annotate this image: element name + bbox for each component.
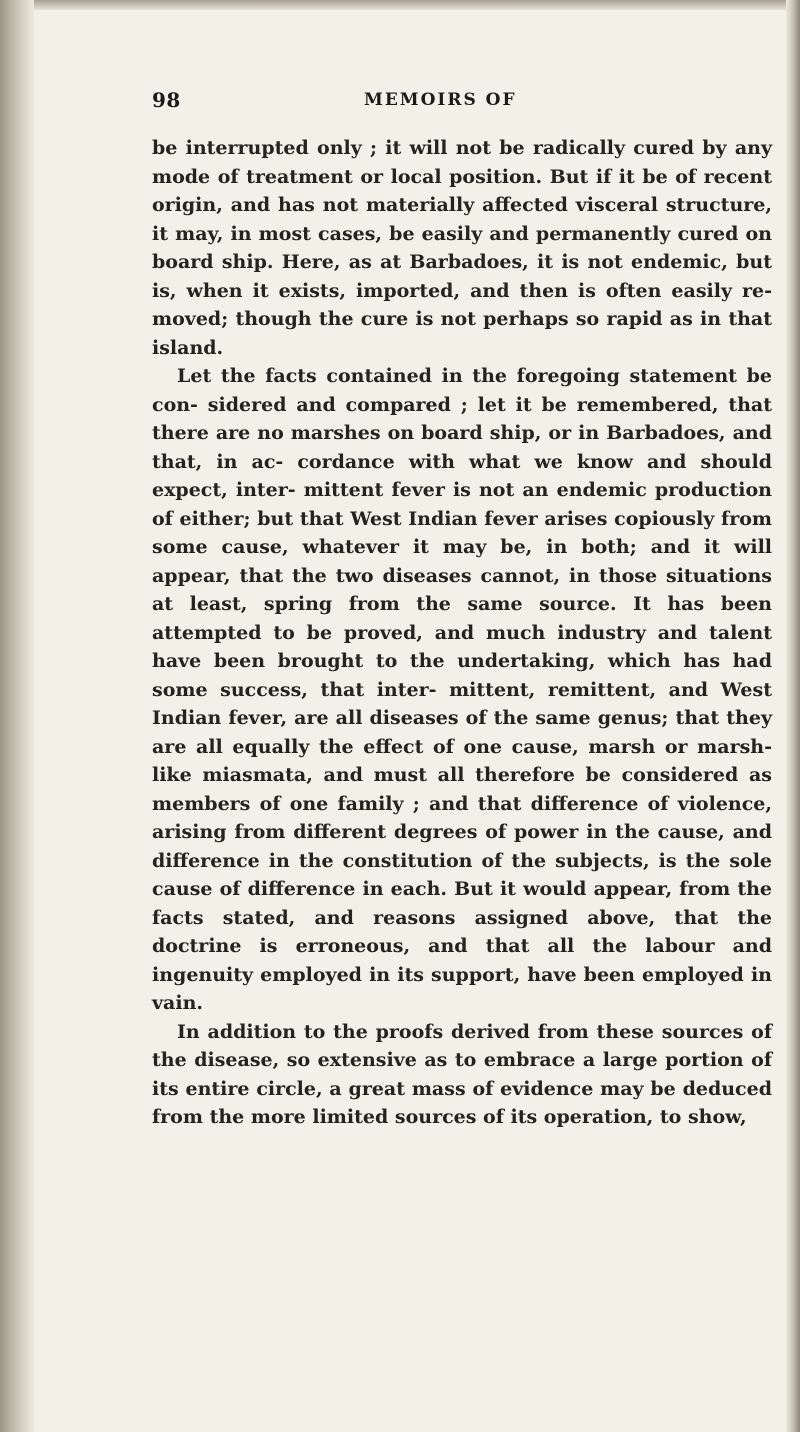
page-number: 98 [152, 88, 181, 112]
paragraph-1: be interrupted only ; it will not be radically cured by any mode of treatment or local position. But if it be of recent origin, and has not materially affected visceral structure, it may, in most cases, be easily and permanently cured on board ship. Here, as at Barbadoes, it is not endemic, but is, when it exists, imported, and then is often easily re- moved; though the cure is not perhaps so rapid as in that island. [152, 137, 772, 359]
book-page [152, 88, 772, 1132]
body-text [152, 134, 772, 1132]
page-top-shadow [0, 0, 800, 10]
page-right-edge [786, 0, 800, 1432]
running-head-title: MEMOIRS OF [364, 90, 517, 110]
paragraph-3: In addition to the proofs derived from these sources of the disease, so extensive as to embrace a large portion of its entire circle, a great mass of evidence may be deduced from the more limited sources of its operation, to show, [152, 1020, 772, 1128]
page-binding-edge [0, 0, 34, 1432]
paragraph-2: Let the facts contained in the foregoing statement be con- sidered and compared ; let it be remembered, that there are no marshes on board ship, or in Barbadoes, and that, in ac- cordance with what we know and should expect, inter- mittent fever is not an endemic production of either; but that West Indian fever arises copiously from some cause, whatever it may be, in both; and it will appear, that the two diseases cannot, in those situations at least, spring from the same source. It has been attempted to be proved, and much industry and talent have been brought to the undertaking, which has had some success, that inter- mittent, remittent, and West Indian fever, are all diseases of the same genus; that they are all equally the effect of one cause, marsh or marsh-like miasmata, and must all therefore be considered as members of one family ; and that difference of violence, arising from different degrees of power in the cause, and difference in the constitution of the subjects, is the sole cause of difference in each. But it would appear, from the facts stated, and reasons assigned above, that the doctrine is erroneous, and that all the labour and ingenuity employed in its support, have been employed in vain. [152, 365, 772, 1014]
running-head [152, 88, 772, 124]
